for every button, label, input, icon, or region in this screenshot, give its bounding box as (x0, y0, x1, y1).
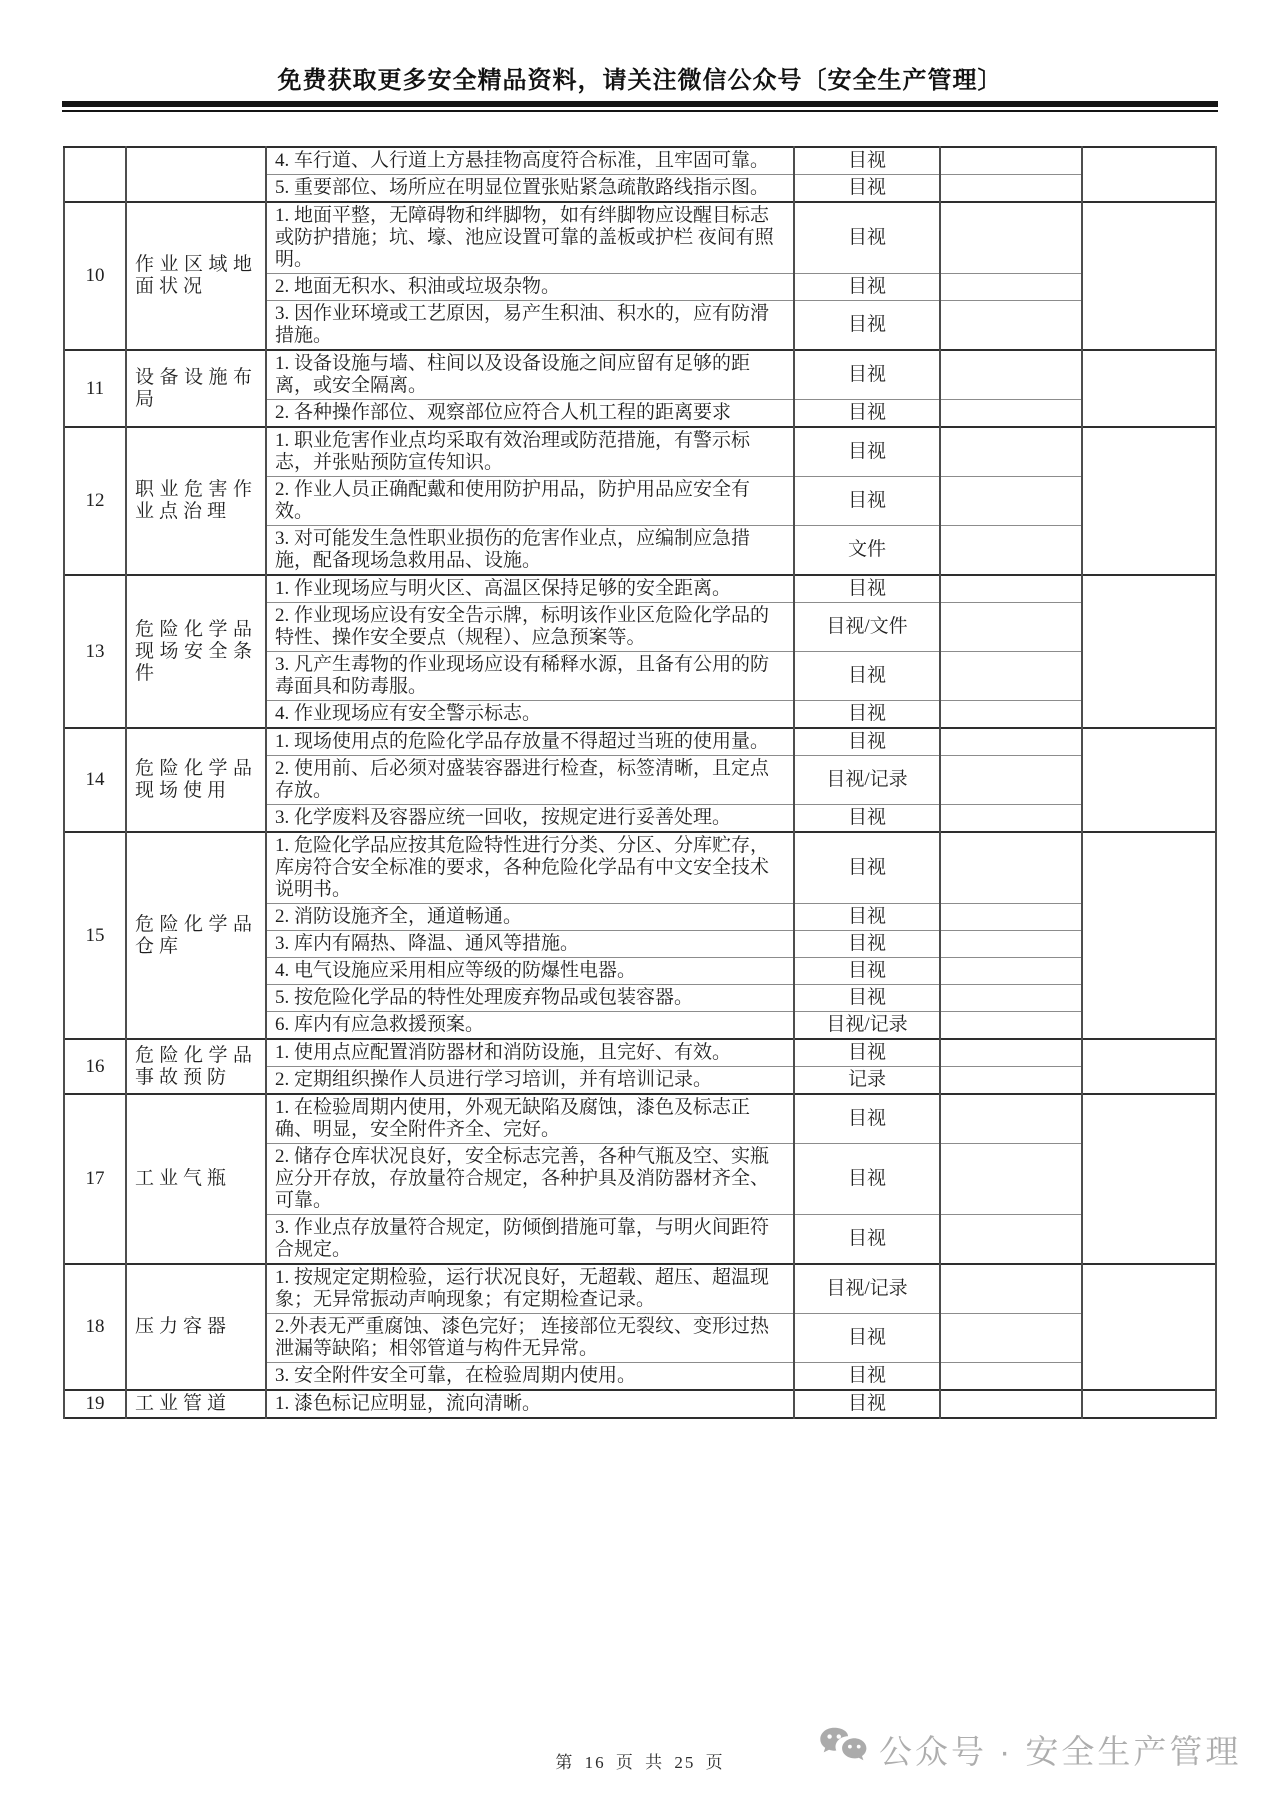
result-cell (1082, 350, 1216, 427)
method-cell: 目视 (794, 350, 940, 400)
method-cell: 目视 (794, 1094, 940, 1144)
method-cell: 目视 (794, 652, 940, 701)
check-cell (940, 1067, 1082, 1095)
item-text-cell: 4. 车行道、人行道上方悬挂物高度符合标准，且牢固可靠。 (266, 147, 794, 175)
checklist-table (63, 146, 1217, 1419)
check-cell (940, 728, 1082, 756)
header-divider-thin (62, 110, 1218, 112)
method-cell: 目视 (794, 477, 940, 526)
method-cell: 目视 (794, 1363, 940, 1391)
check-cell (940, 931, 1082, 958)
method-cell: 目视 (794, 427, 940, 477)
check-cell (940, 1012, 1082, 1040)
item-text-cell: 1. 漆色标记应明显，流向清晰。 (266, 1390, 794, 1418)
method-cell: 目视 (794, 202, 940, 274)
item-row (64, 1039, 1216, 1067)
check-cell (940, 350, 1082, 400)
item-text-cell: 4. 电气设施应采用相应等级的防爆性电器。 (266, 958, 794, 985)
item-row (64, 147, 1216, 175)
checklist-body (64, 147, 1216, 1418)
check-cell (940, 832, 1082, 904)
item-row (64, 1390, 1216, 1418)
result-cell (1082, 728, 1216, 832)
method-cell: 目视 (794, 904, 940, 931)
method-cell: 目视/记录 (794, 1264, 940, 1314)
watermark (820, 1726, 1241, 1773)
item-text-cell: 3. 作业点存放量符合规定，防倾倒措施可靠，与明火间距符合规定。 (266, 1215, 794, 1265)
category-cell: 危险化学品事故预防 (126, 1039, 266, 1094)
row-number-cell: 16 (64, 1039, 126, 1094)
item-row (64, 1094, 1216, 1144)
row-number-cell: 19 (64, 1390, 126, 1418)
item-text-cell: 2. 定期组织操作人员进行学习培训，并有培训记录。 (266, 1067, 794, 1095)
checklist-table-container (63, 146, 1217, 1419)
item-text-cell: 1. 设备设施与墙、柱间以及设备设施之间应留有足够的距离，或安全隔离。 (266, 350, 794, 400)
method-cell: 文件 (794, 526, 940, 576)
item-text-cell: 3. 因作业环境或工艺原因，易产生积油、积水的，应有防滑措施。 (266, 301, 794, 351)
check-cell (940, 427, 1082, 477)
result-cell (1082, 575, 1216, 728)
item-text-cell: 2. 地面无积水、积油或垃圾杂物。 (266, 274, 794, 301)
item-text-cell: 5. 重要部位、场所应在明显位置张贴紧急疏散路线指示图。 (266, 175, 794, 203)
check-cell (940, 274, 1082, 301)
item-text-cell: 3. 安全附件安全可靠，在检验周期内使用。 (266, 1363, 794, 1391)
check-cell (940, 652, 1082, 701)
item-text-cell: 2. 消防设施齐全，通道畅通。 (266, 904, 794, 931)
check-cell (940, 1363, 1082, 1391)
category-cell: 危险化学品现场安全条件 (126, 575, 266, 728)
method-cell: 目视 (794, 832, 940, 904)
item-text-cell: 1. 按规定定期检验，运行状况良好，无超载、超压、超温现象；无异常振动声响现象；有定期检查记录。 (266, 1264, 794, 1314)
item-text-cell: 1. 作业现场应与明火区、高温区保持足够的安全距离。 (266, 575, 794, 603)
method-cell: 目视 (794, 958, 940, 985)
check-cell (940, 1094, 1082, 1144)
check-cell (940, 175, 1082, 203)
category-cell: 工业气瓶 (126, 1094, 266, 1264)
method-cell: 目视 (794, 147, 940, 175)
row-number-cell: 11 (64, 350, 126, 427)
check-cell (940, 958, 1082, 985)
result-cell (1082, 1390, 1216, 1418)
result-cell (1082, 427, 1216, 575)
method-cell: 目视 (794, 575, 940, 603)
row-number-cell: 14 (64, 728, 126, 832)
method-cell: 目视/文件 (794, 603, 940, 652)
method-cell: 记录 (794, 1067, 940, 1095)
item-text-cell: 4. 作业现场应有安全警示标志。 (266, 701, 794, 729)
result-cell (1082, 1094, 1216, 1264)
item-text-cell: 3. 库内有隔热、降温、通风等措施。 (266, 931, 794, 958)
check-cell (940, 147, 1082, 175)
method-cell: 目视/记录 (794, 1012, 940, 1040)
check-cell (940, 400, 1082, 428)
category-cell: 危险化学品仓库 (126, 832, 266, 1039)
category-cell: 职业危害作业点治理 (126, 427, 266, 575)
item-text-cell: 2.外表无严重腐蚀、漆色完好； 连接部位无裂纹、变形过热泄漏等缺陷；相邻管道与构件无异常。 (266, 1314, 794, 1363)
item-text-cell: 2. 作业现场应设有安全告示牌，标明该作业区危险化学品的特性、操作安全要点（规程）、应急预案等。 (266, 603, 794, 652)
check-cell (940, 202, 1082, 274)
check-cell (940, 1039, 1082, 1067)
method-cell: 目视 (794, 728, 940, 756)
method-cell: 目视 (794, 301, 940, 351)
check-cell (940, 1215, 1082, 1265)
item-text-cell: 1. 在检验周期内使用，外观无缺陷及腐蚀，漆色及标志正确、明显，安全附件齐全、完好。 (266, 1094, 794, 1144)
method-cell: 目视 (794, 1390, 940, 1418)
item-row (64, 575, 1216, 603)
item-text-cell: 2. 作业人员正确配戴和使用防护用品，防护用品应安全有效。 (266, 477, 794, 526)
check-cell (940, 1314, 1082, 1363)
item-row (64, 202, 1216, 274)
item-row (64, 427, 1216, 477)
page-number: 第 16 页 共 25 页 (555, 1753, 725, 1772)
method-cell: 目视 (794, 931, 940, 958)
check-cell (940, 603, 1082, 652)
check-cell (940, 526, 1082, 576)
item-row (64, 350, 1216, 400)
item-text-cell: 1. 职业危害作业点均采取有效治理或防范措施，有警示标志，并张贴预防宣传知识。 (266, 427, 794, 477)
header-divider-thick (62, 101, 1218, 107)
result-cell (1082, 202, 1216, 350)
watermark-text: 公众号 · 安全生产管理 (879, 1733, 1242, 1770)
check-cell (940, 805, 1082, 833)
item-text-cell: 1. 使用点应配置消防器材和消防设施，且完好、有效。 (266, 1039, 794, 1067)
row-number-cell: 10 (64, 202, 126, 350)
check-cell (940, 701, 1082, 729)
check-cell (940, 1144, 1082, 1215)
row-number-cell: 13 (64, 575, 126, 728)
check-cell (940, 301, 1082, 351)
method-cell: 目视 (794, 1144, 940, 1215)
item-text-cell: 2. 使用前、后必须对盛装容器进行检查，标签清晰，且定点存放。 (266, 756, 794, 805)
category-cell: 工业管道 (126, 1390, 266, 1418)
method-cell: 目视 (794, 701, 940, 729)
item-text-cell: 2. 各种操作部位、观察部位应符合人机工程的距离要求 (266, 400, 794, 428)
item-row (64, 832, 1216, 904)
method-cell: 目视 (794, 805, 940, 833)
check-cell (940, 477, 1082, 526)
row-number-cell: 15 (64, 832, 126, 1039)
result-cell (1082, 147, 1216, 202)
method-cell: 目视 (794, 400, 940, 428)
item-text-cell: 3. 化学废料及容器应统一回收，按规定进行妥善处理。 (266, 805, 794, 833)
item-text-cell: 3. 凡产生毒物的作业现场应设有稀释水源，且备有公用的防毒面具和防毒服。 (266, 652, 794, 701)
item-text-cell: 1. 危险化学品应按其危险特性进行分类、分区、分库贮存，库房符合安全标准的要求，各种危险化学品有中文安全技术说明书。 (266, 832, 794, 904)
check-cell (940, 985, 1082, 1012)
method-cell: 目视 (794, 1039, 940, 1067)
method-cell: 目视/记录 (794, 756, 940, 805)
category-cell: 危险化学品现场使用 (126, 728, 266, 832)
wechat-icon (820, 1727, 867, 1772)
check-cell (940, 1264, 1082, 1314)
result-cell (1082, 1264, 1216, 1390)
item-row (64, 1264, 1216, 1314)
method-cell: 目视 (794, 274, 940, 301)
category-cell (126, 147, 266, 202)
item-text-cell: 2. 储存仓库状况良好，安全标志完善，各种气瓶及空、实瓶应分开存放，存放量符合规定，各种护具及消防器材齐全、可靠。 (266, 1144, 794, 1215)
method-cell: 目视 (794, 1314, 940, 1363)
method-cell: 目视 (794, 1215, 940, 1265)
category-cell: 作业区域地面状况 (126, 202, 266, 350)
page-header-text: 免费获取更多安全精品资料，请关注微信公众号〔安全生产管理〕 (277, 67, 1003, 94)
item-text-cell: 1. 地面平整，无障碍物和绊脚物，如有绊脚物应设醒目标志或防护措施；坑、壕、池应设置可靠的盖板或护栏 夜间有照明。 (266, 202, 794, 274)
result-cell (1082, 832, 1216, 1039)
method-cell: 目视 (794, 985, 940, 1012)
method-cell: 目视 (794, 175, 940, 203)
item-text-cell: 1. 现场使用点的危险化学品存放量不得超过当班的使用量。 (266, 728, 794, 756)
category-cell: 压力容器 (126, 1264, 266, 1390)
check-cell (940, 904, 1082, 931)
category-cell: 设备设施布局 (126, 350, 266, 427)
result-cell (1082, 1039, 1216, 1094)
item-text-cell: 5. 按危险化学品的特性处理废弃物品或包装容器。 (266, 985, 794, 1012)
item-text-cell: 3. 对可能发生急性职业损伤的危害作业点，应编制应急措施，配备现场急救用品、设施。 (266, 526, 794, 576)
row-number-cell (64, 147, 126, 202)
item-text-cell: 6. 库内有应急救援预案。 (266, 1012, 794, 1040)
row-number-cell: 18 (64, 1264, 126, 1390)
row-number-cell: 12 (64, 427, 126, 575)
check-cell (940, 1390, 1082, 1418)
item-row (64, 728, 1216, 756)
check-cell (940, 756, 1082, 805)
row-number-cell: 17 (64, 1094, 126, 1264)
check-cell (940, 575, 1082, 603)
